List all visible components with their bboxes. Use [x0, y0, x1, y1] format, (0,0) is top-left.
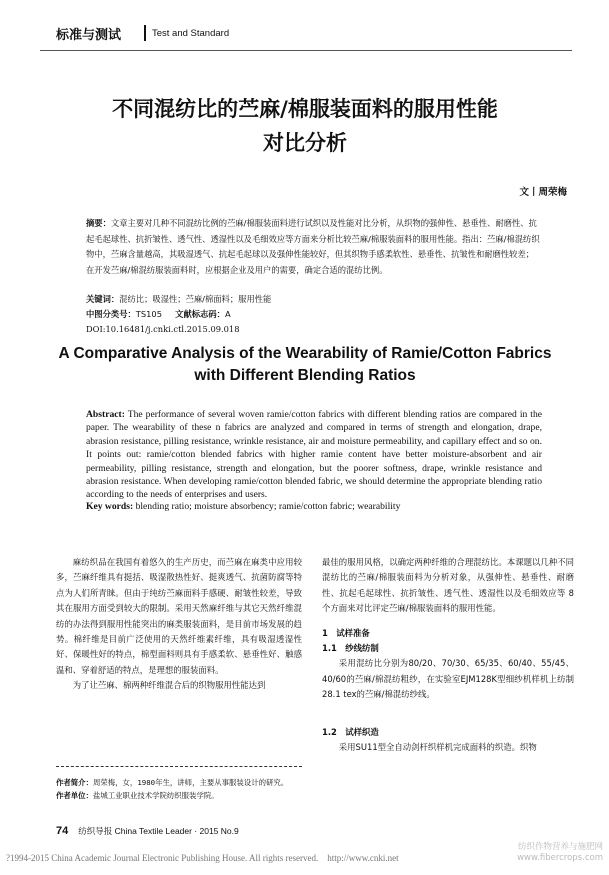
header-rule — [40, 50, 572, 51]
body-paragraph: 最佳的服用风格，以确定两种纤维的合理混纺比。本课题以几种不同混纺比的苎麻/棉服装面料为分析对象，从强伸性、悬垂性、耐磨性、抗起毛起球性、抗折皱性、透气性、透湿性以及毛细效应等 8 个方面来对比评定苎麻/棉服装面料的服用性能。 — [322, 557, 574, 614]
keywords-cn — [86, 292, 542, 308]
footnote — [56, 776, 306, 802]
section-heading-1: 1 试样准备 — [322, 627, 370, 638]
classification-code: TS105 — [135, 309, 162, 319]
journal-info: 纺织导报 China Textile Leader · 2015 No.9 — [78, 826, 239, 836]
keywords-en-text: blending ratio; moisture absorbency; ramie/cotton fabric; wearability — [135, 501, 401, 512]
watermark-text: 纺织作物营养与施肥网 www.fibercrops.com — [517, 842, 603, 863]
copyright-notice: ?1994-2015 China Academic Journal Electronic Publishing House. All rights reserved. http://www.cnki.net — [6, 853, 399, 863]
body-right-column — [322, 555, 574, 755]
body-paragraph: 麻纺织品在我国有着悠久的生产历史，而苎麻在麻类中应用较多，苎麻纤维具有挺括、吸湿散热性好、挺爽透气、抗菌防腐等特点为人们所青睐。但由于纯纺苎麻面料手感硬、耐皱性较差，导致其在服用方面受到较大的限制。采用天然麻纤维与其它天然纤维混纺的办法得到服用性能突出的麻类服装面料，是目前市场发展的趋势。棉纤维是目前广泛使用的天然纤维素纤维，具有吸湿透湿性好、保暖性好的特点，棉型面料则具有手感柔软、悬垂性好、触感温和、穿着舒适的特点，是理想的服装面料。 — [56, 557, 302, 675]
abstract-en-label: Abstract: — [86, 409, 125, 420]
section-title-en: Test and Standard — [152, 28, 230, 39]
abstract-cn-label: 摘要： — [86, 218, 111, 228]
header-divider — [144, 25, 146, 41]
section-heading-1-1: 1.1 纱线纺制 — [322, 643, 379, 654]
section-header — [40, 22, 580, 44]
classification-label: 中图分类号： — [86, 309, 136, 319]
keywords-cn-label: 关键词： — [86, 294, 120, 304]
abstract-cn — [86, 216, 542, 278]
doi: DOI:10.16481/j.cnki.ctl.2015.09.018 — [86, 324, 240, 334]
section-heading-1-2: 1.2 试样织造 — [322, 726, 379, 737]
title-cn-line1: 不同混纺比的苎麻/棉服装面料的服用性能 — [112, 97, 498, 121]
keywords-cn-text: 混纺比；吸湿性；苎麻/棉面料；服用性能 — [119, 294, 272, 304]
body-left-column — [56, 555, 302, 694]
abstract-cn-text: 文章主要对几种不同混纺比例的苎麻/棉服装面料进行试织以及性能对比分析，从织物的强伸性、悬垂性、耐磨性、抗起毛起球性、抗折皱性、透气性、透湿性以及毛细效应等方面来分析比较苎麻/棉服装面料的服用性能。指出：苎麻/棉混纺织物中，苎麻含量越高，其吸湿透气、抗起毛起球以及强伸性能较好，但其织物手感柔软性、悬垂性、抗皱性和耐磨性较差；在开发苎麻/棉混纺服装面料时，应根据企业及用户的需要，确定合适的混纺比例。 — [86, 218, 540, 275]
author-info-text: 周荣梅，女，1980年生，讲师，主要从事服装设计的研究。 — [92, 778, 289, 787]
abstract-en-text: The performance of several woven ramie/cotton fabrics with different blending ratios are compared in the paper. The wearability of these n fabrics are analyzed and compared in terms of strength and elongation, drape, abrasion resistance, pilling resistance, wrinkle resistance, air and moisture permeability, and capillary effect and so on. It points out: ramie/cotton blended fabrics with higher ramie content have better moisture-absorbent and air permeability, pilling resistance, strength and elongation, but the poorer softness, drape, wrinkle resistance and abrasion resistance. When developing ramie/cotton blended fabric, we should determine the appropriate blending ratio according to the needs of enterprises and users. — [86, 409, 543, 501]
body-paragraph: 采用SU11型全自动剑杆织样机完成面料的织造。织物 — [338, 742, 537, 753]
doc-code: A — [224, 309, 231, 319]
keywords-en — [86, 501, 542, 512]
title-en-line2: with Different Blending Ratios — [194, 367, 416, 384]
page-number: 74 — [56, 825, 69, 837]
footnote-divider — [56, 766, 302, 767]
page-footer — [56, 825, 239, 837]
doc-code-label: 文献标志码： — [175, 309, 225, 319]
author-unit-label: 作者单位： — [56, 791, 93, 800]
section-title-cn: 标准与测试 — [56, 28, 122, 43]
author-info-label: 作者简介： — [56, 778, 93, 787]
body-paragraph: 为了让苎麻、棉两种纤维混合后的织物服用性能达到 — [72, 680, 266, 691]
abstract-en — [86, 408, 542, 502]
author-unit-text: 盐城工业职业技术学院纺织服装学院。 — [92, 791, 219, 800]
body-paragraph: 采用混纺比分别为80/20、70/30、65/35、60/40、55/45、40/60的苎麻/棉混纺粗纱，在实验室EJM128K型细纱机样机上纺制28.1 tex的苎麻/棉混纺纱线。 — [322, 658, 574, 700]
keywords-en-label: Key words: — [86, 501, 134, 512]
article-title-en — [40, 343, 570, 387]
watermark — [517, 842, 603, 864]
title-en-line1: A Comparative Analysis of the Wearability of Ramie/Cotton Fabrics — [58, 345, 552, 362]
article-title-cn — [40, 92, 570, 160]
author-byline: 文丨周荣梅 — [519, 187, 567, 198]
classification-line — [86, 307, 542, 323]
title-cn-line2: 对比分析 — [263, 131, 347, 155]
